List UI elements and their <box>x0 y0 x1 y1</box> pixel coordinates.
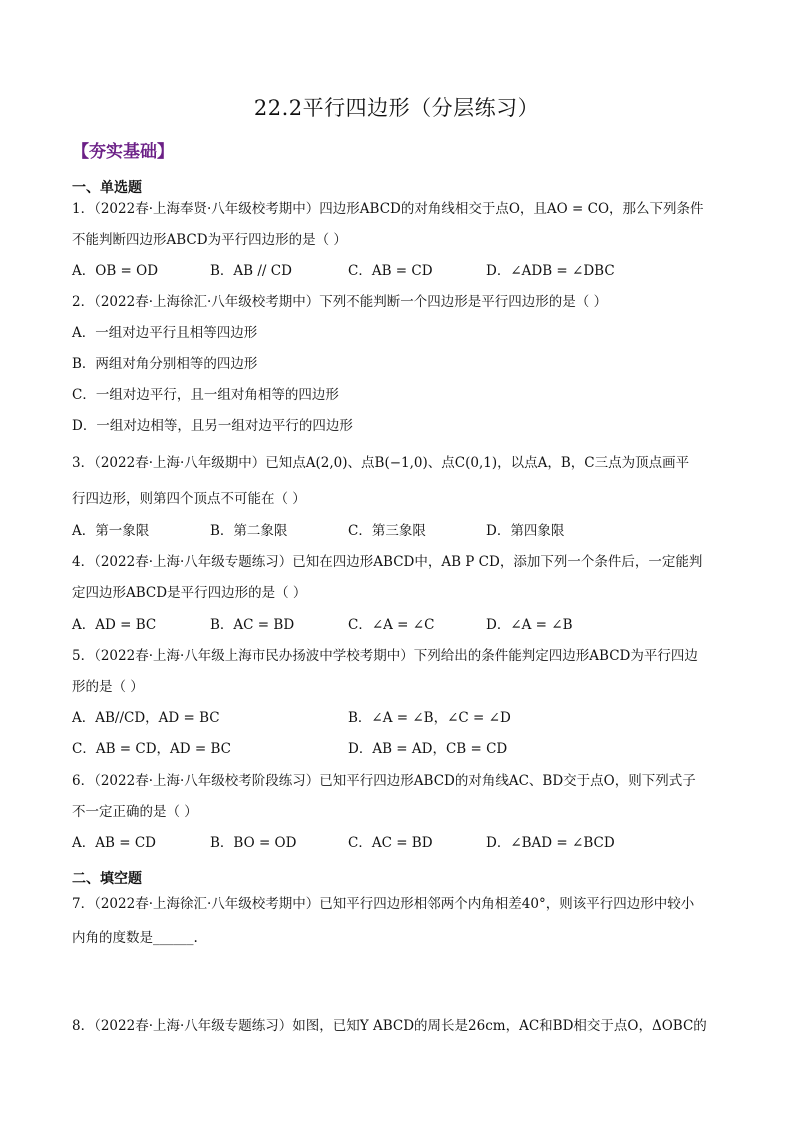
q6-line2: 不一定正确的是（ ） <box>72 804 198 820</box>
q2-option-a: A．一组对边平行且相等四边形 <box>72 325 258 341</box>
q5-option-a: A．AB//CD，AD = BC <box>72 710 220 726</box>
q3-option-b: B．第二象限 <box>210 523 288 539</box>
q5-line2: 形的是（ ） <box>72 679 144 695</box>
q1-line1: 1．（2022春·上海奉贤·八年级校考期中）四边形ABCD的对角线相交于点O，且AO = CO，那么下列条件 <box>72 201 704 217</box>
q3-line1: 3．（2022春·上海·八年级期中）已知点A(2,0)、点B(−1,0)、点C(0,1)，以点A，B，C三点为顶点画平 <box>72 455 690 471</box>
q2-option-c: C．一组对边平行，且一组对角相等的四边形 <box>72 387 339 403</box>
q1-option-b: B．AB // CD <box>210 263 292 279</box>
q7-line1: 7．（2022春·上海徐汇·八年级校考期中）已知平行四边形相邻两个内角相差40°，则该平行四边形中较小 <box>72 896 695 912</box>
q5-option-b: B．∠A = ∠B，∠C = ∠D <box>348 710 511 726</box>
q3-option-c: C．第三象限 <box>348 523 426 539</box>
q1-option-a: A．OB = OD <box>72 263 159 279</box>
q3-line2: 行四边形，则第四个顶点不可能在（ ） <box>72 491 306 507</box>
q5-option-d: D．AB = AD，CB = CD <box>348 741 508 757</box>
q6-option-d: D．∠BAD = ∠BCD <box>486 835 615 851</box>
heading-single-choice: 一、单选题 <box>72 180 142 196</box>
q2-line1: 2．（2022春·上海徐汇·八年级校考期中）下列不能判断一个四边形是平行四边形的是（ ） <box>72 294 608 310</box>
q4-option-b: B．AC = BD <box>210 617 295 633</box>
q5-option-c: C．AB = CD，AD = BC <box>72 741 232 757</box>
q4-option-a: A．AD = BC <box>72 617 157 633</box>
q4-line1: 4．（2022春·上海·八年级专题练习）已知在四边形ABCD中，AB P CD，添加下列一个条件后，一定能判 <box>72 554 703 570</box>
q3-option-a: A．第一象限 <box>72 523 150 539</box>
q1-line2: 不能判断四边形ABCD为平行四边形的是（ ） <box>72 232 347 248</box>
q3-option-d: D．第四象限 <box>486 523 565 539</box>
section-tag: 【夯实基础】 <box>72 142 174 162</box>
q1-option-d: D．∠ADB = ∠DBC <box>486 263 615 279</box>
q6-option-c: C．AC = BD <box>348 835 433 851</box>
q6-option-b: B．BO = OD <box>210 835 297 851</box>
page-title: 22.2平行四边形（分层练习） <box>253 96 540 120</box>
q5-line1: 5．（2022春·上海·八年级上海市民办扬波中学校考期中）下列给出的条件能判定四边形ABCD为平行四边 <box>72 648 698 664</box>
q2-option-b: B．两组对角分别相等的四边形 <box>72 356 258 372</box>
q4-option-c: C．∠A = ∠C <box>348 617 435 633</box>
q4-option-d: D．∠A = ∠B <box>486 617 573 633</box>
q4-line2: 定四边形ABCD是平行四边形的是（ ） <box>72 585 307 601</box>
q2-option-d: D．一组对边相等，且另一组对边平行的四边形 <box>72 418 353 434</box>
heading-fill-blank: 二、填空题 <box>72 871 142 887</box>
q6-line1: 6．（2022春·上海·八年级校考阶段练习）已知平行四边形ABCD的对角线AC、BD交于点O，则下列式子 <box>72 773 696 789</box>
q1-option-c: C．AB = CD <box>348 263 433 279</box>
q7-line2: 内角的度数是______. <box>72 930 198 946</box>
q6-option-a: A．AB = CD <box>72 835 156 851</box>
q8-line1: 8．（2022春·上海·八年级专题练习）如图，已知Y ABCD的周长是26cm，AC和BD相交于点O，ΔOBC的 <box>72 1018 707 1034</box>
